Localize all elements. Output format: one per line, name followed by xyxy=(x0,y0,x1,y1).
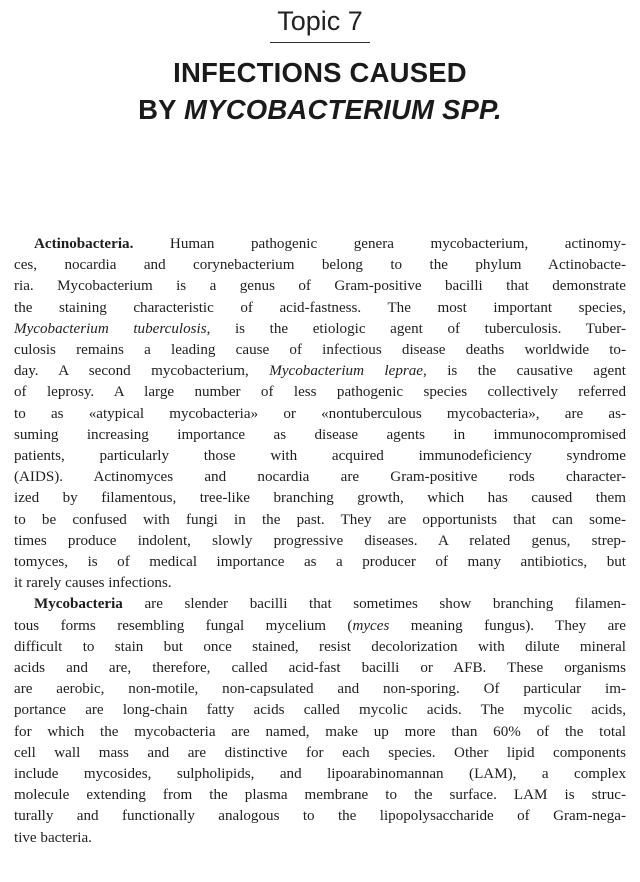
p2-line-3: difficult to stain but once stained, resist decolorization with dilute mineral xyxy=(14,638,626,655)
title-line-2-prefix: BY xyxy=(138,94,185,125)
p1-line-13: ized by filamentous, tree-like branching growth, which has caused them xyxy=(14,490,626,507)
p2-lead-term: Mycobacteria xyxy=(34,596,123,613)
p2-line-5: are aerobic, non-motile, non-capsulated and non-sporing. Of particular im- xyxy=(14,681,626,698)
p1-line-9: to as «atypical mycobacteria» or «nontuberculous mycobacteria», are as- xyxy=(14,405,626,422)
p2-line-12: tive bacteria. xyxy=(14,829,92,846)
p1-line-1: Actinobacteria. Human pathogenic genera mycobacterium, actinomy- xyxy=(34,236,626,252)
italic-m-tuberculosis: Mycobacterium tuberculosis xyxy=(14,320,207,337)
italic-m-leprae: Mycobacterium leprae xyxy=(269,363,423,380)
topic-label: Topic 7 xyxy=(277,6,363,36)
title-line-1: INFECTIONS CAUSED xyxy=(173,57,467,88)
topic-underline xyxy=(270,42,370,43)
p1-line-2: ces, nocardia and corynebacterium belong to the phylum Actinobacte- xyxy=(14,257,626,274)
body-text xyxy=(14,234,626,849)
p1-line-7: day. A second mycobacterium, Mycobacterium leprae, is the causative agent xyxy=(14,363,626,380)
p1-line-16: tomyces, is of medical importance as a producer of many antibiotics, but xyxy=(14,554,626,571)
p1-line-15: times produce indolent, slowly progressive diseases. A related genus, strep- xyxy=(14,532,626,549)
p1-line-17: it rarely causes infections. xyxy=(14,575,172,592)
p1-line-4: the staining characteristic of acid-fastness. The most important species, xyxy=(14,299,626,316)
p2-line-9: include mycosides, sulpholipids, and lipoarabinomannan (LAM), a complex xyxy=(14,766,626,783)
p1-line-5: Mycobacterium tuberculosis, is the etiologic agent of tuberculosis. Tuber- xyxy=(14,320,626,337)
chapter-title xyxy=(0,54,640,128)
p1-line-8: of leprosy. A large number of less pathogenic species collectively referred xyxy=(14,384,626,401)
p2-line-6: portance are long-chain fatty acids called mycolic acids. The mycolic acids, xyxy=(14,702,626,719)
p1-line-6: culosis remains a leading cause of infectious disease deaths worldwide to- xyxy=(14,342,626,359)
p1-line-11: patients, particularly those with acquired immunodeficiency syndrome xyxy=(14,448,626,465)
p1-lead-term: Actinobacteria. xyxy=(34,236,134,252)
p2-line-1: Mycobacteria are slender bacilli that sometimes show branching filamen- xyxy=(34,596,626,613)
p2-line-4: acids and are, therefore, called acid-fast bacilli or AFB. These organisms xyxy=(14,660,626,677)
italic-myces: myces xyxy=(352,617,390,634)
paragraph-mycobacteria xyxy=(14,594,626,848)
p2-line-2: tous forms resembling fungal mycelium (myces meaning fungus). They are xyxy=(14,617,626,634)
p1-line-14: to be confused with fungi in the past. They are opportunists that can some- xyxy=(14,511,626,528)
p1-line-3: ria. Mycobacterium is a genus of Gram-positive bacilli that demonstrate xyxy=(14,278,626,295)
p2-line-11: turally and functionally analogous to the lipopolysaccharide of Gram-nega- xyxy=(14,808,626,825)
p2-line-8: cell wall mass and are distinctive for each species. Other lipid components xyxy=(14,744,626,761)
title-line-2-italic: MYCOBACTERIUM SPP. xyxy=(184,94,502,125)
title-line-2 xyxy=(0,91,640,128)
p1-line-10: suming increasing importance as disease agents in immunocompromised xyxy=(14,426,626,443)
p2-line-10: molecule extending from the plasma membrane to the surface. LAM is struc- xyxy=(14,787,626,804)
p1-line-12: (AIDS). Actinomyces and nocardia are Gram-positive rods character- xyxy=(14,469,626,486)
paragraph-actinobacteria xyxy=(14,234,626,594)
p2-line-7: for which the mycobacteria are named, make up more than 60% of the total xyxy=(14,723,626,740)
